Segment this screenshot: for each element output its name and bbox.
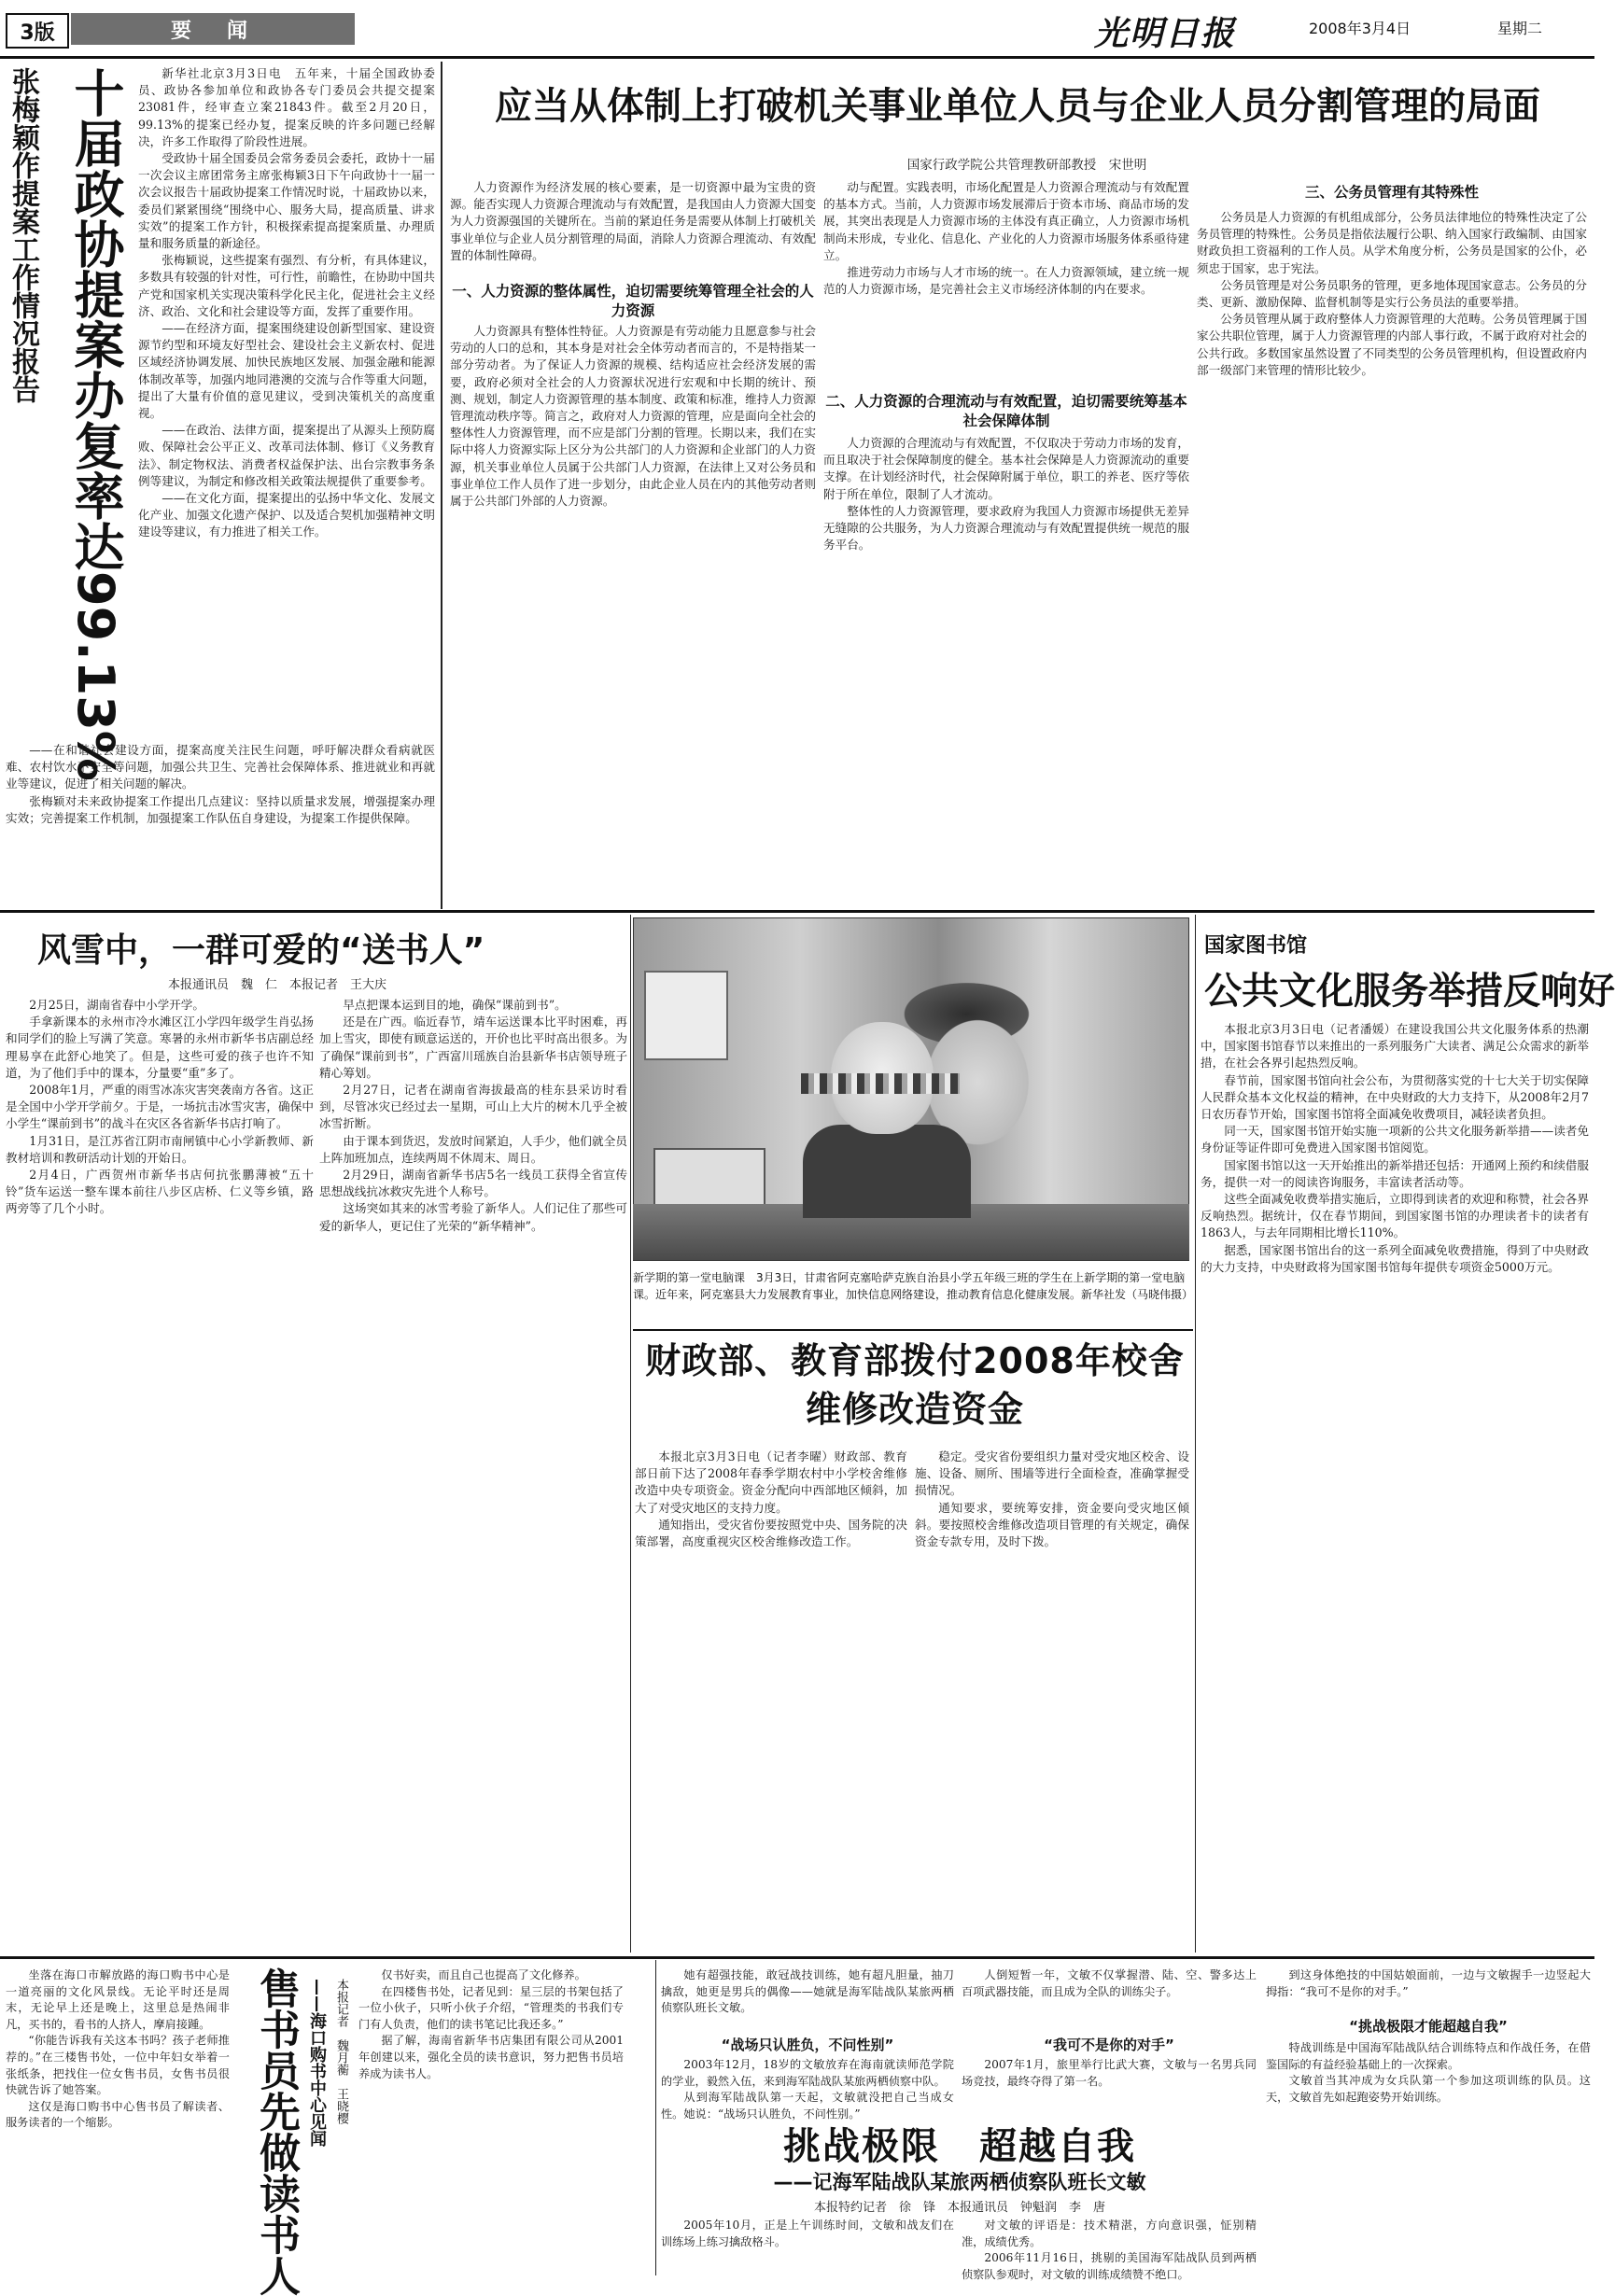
paragraph: “你能告诉我有关这本书吗？孩子老师推荐的。”在三楼售书处，一位中年妇女举着一张纸条，把找住一位女售书员，女售书员很快就告诉了她答案。	[6, 2034, 230, 2097]
funding-col1	[635, 1449, 907, 1945]
books-col1	[6, 997, 314, 1945]
paragraph: 特战训练是中国海军陆战队结合训练特点和作战任务，在借鉴国际的有益经验基础上的一次探索。	[1266, 2041, 1591, 2071]
navy-headline: 挑战极限 超越自我	[783, 2125, 1136, 2168]
paragraph: 春节前，国家图书馆向社会公布，为贯彻落实党的十七大关于切实保障人民群众基本文化权益的精神，在中央财政的大力支持下，从2008年2月7日农历春节开始，国家图书馆将全面减免收费项目，减轻读者负担。	[1201, 1072, 1589, 1122]
paragraph: 通知指出，受灾省份要按照党中央、国务院的决策部署，高度重视灾区校舍维修改造工作。	[635, 1517, 907, 1549]
paragraph: 人倒短暂一年，文敏不仅掌握潜、陆、空、警多达上百项武器技能，而且成为全队的训练尖子。	[962, 1968, 1257, 1998]
paragraph: 新华社北京3月3日电 五年来，十届全国政协委员、政协各参加单位和政协各专门委员会共提交提案23081件，经审查立案21843件。截至2月20日，99.13%的提案已经办复，提案反映的许多问题已经解决，许多工作取得了阶段性进展。	[138, 66, 435, 148]
bookseller-byline: 本报记者 魏月蘅 王晓樱	[334, 1979, 348, 2124]
navy-quote-1: “战场只认胜负，不问性别”	[721, 2037, 894, 2053]
cppcc-body-col1	[138, 65, 435, 737]
paragraph: 公务员管理从属于政府整体人力资源管理的大范畴。公务员管理属于国家公共职位管理，属于人力资源管理的内部人事行政，不属于政府对社会的公共行政。多数国家虽然设置了不同类型的公务员管理机构，但设置政府内部一级部门来管理的情形比较少。	[1197, 312, 1587, 377]
books-col2	[319, 997, 627, 1945]
paragraph: 张梅颖说，这些提案有强烈、有分析，有具体建议，多数具有较强的针对性，可行性，前瞻性，在协助中国共产党和国家机关实现决策科学化民主化，促进社会主义经济、政治、文化和社会建设等方面，发挥了重要作用。	[138, 253, 435, 318]
paragraph: 2007年1月，旅里举行比武大赛，文敏与一名男兵同场竞技，最终夺得了第一名。	[962, 2058, 1257, 2088]
photo-caption: 新学期的第一堂电脑课 3月3日，甘肃省阿克塞哈萨克族自治县小学五年级三班的学生在上新学期的第一堂电脑课。近年来，阿克塞县大力发展教育事业，加快信息网络建设，推动教育信息化健康发展。新华社发（马晓伟摄）	[633, 1271, 1194, 1301]
paragraph: 同一天，国家图书馆开始实施一项新的公共文化服务新举措——读者免身份证等证件即可免费进入国家图书馆阅览。	[1201, 1124, 1589, 1155]
paragraph: 人力资源具有整体性特征。人力资源是有劳动能力且愿意参与社会劳动的人口的总和，其本身是对社会全体劳动者而言的，不是特指某一部分劳动者。为了保证人力资源的规模、结构适应社会经济发展的需要，政府必须对全社会的人力资源状况进行宏观和中长期的统计、预测、规划，制定人力资源管理的基本制度、政策和标准，维持人力资源管理流动秩序等。简言之，政府对人力资源的管理，应是面向全社会的整体性人力资源管理，而不应是部门分割的管理。长期以来，我们在实际中将人力资源实际上区分为公共部门的人力资源和企业部门的人力资源，机关事业单位人员属于公共部门人力资源，在法律上又对公务员和事业单位工作人员作了进一步划分，由此企业人员在内的其他劳动者则属于公共部门外部的人力资源。	[450, 324, 816, 509]
navy-col3	[1266, 1967, 1591, 2010]
masthead-rule	[0, 56, 1594, 59]
column-rule	[1195, 915, 1196, 1953]
paragraph: 这仅是海口购书中心售书员了解读者、服务读者的一个缩影。	[6, 2099, 230, 2130]
paragraph: ——在经济方面，提案围绕建设创新型国家、建设资源节约型和环境友好型社会、建设社会主义新农村、促进区域经济协调发展、加快民族地区发展、加强金融和能源体制改革等，加强内地同港澳的交流与合作等重大问题，提出了大量有价值的意见建议，受到决策机关的高度重视。	[138, 321, 435, 421]
navy-quote-2: “我可不是你的对手”	[1044, 2037, 1174, 2053]
column-rule	[655, 1960, 656, 2275]
paragraph: 这场突如其来的冰雪考验了新华人。人们记住了那些可爱的新华人，更记住了光荣的“新华精神”。	[319, 1201, 627, 1233]
library-kicker: 国家图书馆	[1204, 934, 1308, 958]
paragraph: 2005年10月，正是上午训练时间，文敏和战友们在训练场上练习擒敌格斗。	[661, 2219, 954, 2248]
navy-subhead: ——记海军陆战队某旅两栖侦察队班长文敏	[773, 2171, 1146, 2193]
paragraph: ——在政治、法律方面，提案提出了从源头上预防腐败、保障社会公平正义、改革司法体制、修订《义务教育法》、制定物权法、消费者权益保护法、出台宗教事务条例等建议，为制定和修改相关政策法规提供了重要参考。	[138, 423, 435, 488]
paragraph: 2003年12月，18岁的文敏放弃在海南就读师范学院的学业，毅然入伍，来到海军陆战队某旅两栖侦察中队。	[661, 2058, 954, 2088]
navy-col2b	[962, 2057, 1257, 2113]
personnel-subhead-2: 二、人力资源的合理流动与有效配置，迫切需要统筹基本社会保障体制	[825, 393, 1187, 429]
paragraph: 受政协十届全国委员会常务委员会委托，政协十一届一次会议主席团常务主席张梅颖3日下午向政协十一届一次会议报告十届政协提案工作情况时说，十届政协以来，委员们紧紧围绕“围绕中心、服务大局，提高质量、讲求实效”的提案工作方针，积极探索提高提案质量、办理质量和服务质量的新途径。	[138, 151, 435, 251]
cppcc-headline: 十届政协提案办复率达99.13%	[66, 67, 125, 781]
personnel-col1	[450, 179, 816, 282]
paragraph: 在四楼售书处，记者见到：星三层的书架包括了一位小伙子，只听小伙子介绍，“管理类的书我们专门有人负责，他们的读书笔记比我还多。”	[358, 1984, 624, 2031]
personnel-col1b	[450, 323, 816, 903]
paragraph: 公务员是人力资源的有机组成部分，公务员法律地位的特殊性决定了公务员管理的特殊性。公务员是指依法履行公职、纳入国家行政编制、由国家财政负担工资福利的工作人员。从学术角度分析，公务员是国家的公仆，必须忠于国家，忠于宪法。	[1197, 210, 1587, 275]
cppcc-subhead: 张梅颖作提案工作情况报告	[7, 67, 39, 403]
newspaper-logo: 光明日报	[1094, 14, 1237, 53]
paragraph: 2008年1月，严重的雨雪冰冻灾害突袭南方各省。这正是全国中小学开学前夕。于是，一场抗击冰雪灾害，确保中小学生“课前到书”的战斗在灾区各省新华书店打响了。	[6, 1083, 314, 1131]
funding-col2	[915, 1449, 1189, 1945]
cppcc-body-col2	[6, 742, 435, 906]
personnel-col2b	[823, 435, 1189, 903]
navy-col1c	[661, 2218, 954, 2275]
paragraph: 人力资源作为经济发展的核心要素，是一切资源中最为宝贵的资源。能否实现人力资源合理流动与有效配置，是我国由人力资源大国变为人力资源强国的关键所在。当前的紧迫任务是需要从体制上打破机关事业单位与企业人员分割管理的局面，消除人力资源合理流动、有效配置的体制性障碍。	[450, 180, 816, 262]
paragraph: 1月31日，是江苏省江阴市南闸镇中心小学新教师、新教材培训和教研活动计划的开始日。	[6, 1133, 314, 1165]
navy-col3b	[1266, 2040, 1591, 2275]
personnel-subhead-1: 一、人力资源的整体属性，迫切需要统筹管理全社会的人力资源	[452, 283, 814, 319]
issue-weekday: 星期二	[1497, 20, 1543, 37]
personnel-subhead-3: 三、公务员管理有其特殊性	[1304, 184, 1479, 201]
personnel-col2	[823, 179, 1189, 390]
books-byline: 本报通讯员 魏 仁 本报记者 王大庆	[168, 978, 387, 992]
photo-monitor	[644, 971, 728, 1060]
paragraph: 2006年11月16日，挑剔的美国海军陆战队员到两栖侦察队参观时，对文敏的训练成绩赞不绝口。	[962, 2251, 1257, 2281]
paragraph: 本报北京3月3日电（记者潘媛）在建设我国公共文化服务体系的热潮中，国家图书馆春节以来推出的一系列服务广大读者、满足公众需求的新举措，在社会各界引起热烈反响。	[1201, 1022, 1589, 1071]
paragraph: 坐落在海口市解放路的海口购书中心是一道亮丽的文化风景线。无论平时还是周末，无论早上还是晚上，这里总是热闹非凡，买书的，看书的人挤人，摩肩接踵。	[6, 1968, 230, 2031]
issue-date: 2008年3月4日	[1309, 20, 1411, 37]
photo-hat	[801, 1073, 960, 1094]
library-body	[1201, 1021, 1589, 1861]
paragraph: 人力资源的合理流动与有效配置，不仅取决于劳动力市场的发育，而且取决于社会保障制度的健全。基本社会保障是人力资源流动的重要支撑。在计划经济时代，社会保障附属于单位，职工的养老、医疗等依附于所在单位，限制了人才流动。	[823, 436, 1189, 501]
paragraph: 仅书好卖，而且自己也提高了文化修养。	[381, 1968, 586, 1981]
navy-intro	[661, 1967, 954, 2031]
library-headline: 公共文化服务举措反响好	[1204, 970, 1615, 1013]
photo-child	[803, 1125, 971, 1218]
section-rule	[0, 910, 1594, 913]
bookseller-col2	[358, 1967, 624, 2275]
paragraph: 到这身体绝技的中国姑娘面前，一边与文敏握手一边竖起大拇指：“我可不是你的对手。”	[1266, 1968, 1591, 1998]
paragraph: 据悉，国家图书馆出台的这一系列全面减免收费措施，得到了中央财政的大力支持，中央财政将为国家图书馆每年提供专项资金5000万元。	[1201, 1242, 1589, 1274]
paragraph: 还是在广西。临近春节，靖车运送课本比平时困难，再加上雪灾，即使有顾意运送的，开价也比平时高出很多。为了确保“课前到书”，广西富川瑶族自治县新华书店领导班子精心筹划。	[319, 1015, 627, 1080]
paragraph: ——在和谐社会建设方面，提案高度关注民生问题，呼吁解决群众看病就医难、农村饮水不安全等问题，加强公共卫生、完善社会保障体系、推进就业和再就业等建议，促进了相关问题的解决。	[6, 743, 435, 791]
paragraph: 早点把课本运到目的地，确保“课前到书”。	[343, 998, 567, 1012]
paragraph: 2月4日，广西贺州市新华书店何抗张鹏薄被“五十铃”货车运送一整车课本前往八步区店桥、仁义等乡镇，路两旁等了几个小时。	[6, 1168, 314, 1216]
paragraph: 通知要求，要统筹安排，资金要向受灾地区倾斜。要按照校舍维修改造项目管理的有关规定，确保资金专款专用，及时下拨。	[915, 1500, 1189, 1549]
paragraph: 这些全面减免收费举措实施后，立即得到读者的欢迎和称赞，社会各界反响热烈。据统计，仅在春节期间，到国家图书馆的办理读者卡的读者有1863人，与去年同期相比增长110%。	[1201, 1192, 1589, 1240]
personnel-author: 国家行政学院公共管理教研部教授 宋世明	[906, 158, 1147, 173]
paragraph: 对文敏的评语是：技术精湛，方向意识强，怔别精准，成绩优秀。	[962, 2219, 1257, 2248]
paragraph: 整体性的人力资源管理，要求政府为我国人力资源市场提供无差异无缝隙的公共服务，为人力资源合理流动与有效配置提供统一规范的服务平台。	[823, 503, 1189, 553]
bookseller-headline: 售书员先做读书人	[252, 1967, 300, 2296]
personnel-col3	[1197, 209, 1587, 903]
paragraph: 手拿新课本的永州市冷水滩区江小学四年级学生肖弘扬和同学们的脸上写满了笑意。寒暑的永州市新华书店副总经理易享在此舒心地笑了。但是，这些可爱的孩子也许不知道，为了他们手中的课本，分量要“重”多了。	[6, 1015, 314, 1080]
paragraph: 国家图书馆以这一天开始推出的新举措还包括：开通网上预约和续借服务，提供一对一的阅读咨询服务，丰富读者活动等。	[1201, 1157, 1589, 1189]
section-rule	[633, 1329, 1193, 1331]
page-number: 3版	[6, 13, 69, 49]
paragraph: 张梅颖对未来政协提案工作提出几点建议：坚持以质量求发展，增强提案办理实效；完善提案工作机制，加强提案工作队伍自身建设，为提案工作提供保障。	[6, 793, 435, 825]
navy-quote-3: “挑战极限才能超越自我”	[1349, 2018, 1508, 2035]
navy-byline: 本报特约记者 徐 锋 本报通讯员 钟魁润 李 唐	[813, 2201, 1105, 2215]
navy-col2	[962, 1967, 1257, 2033]
books-headline: 风雪中，一群可爱的“送书人”	[37, 931, 485, 970]
navy-col2c	[962, 2218, 1257, 2281]
paragraph: 2月27日，记者在湖南省海拔最高的桂东县采访时看到，尽管冰灾已经过去一星期，可山上大片的树木几乎全被冰雪折断。	[319, 1083, 627, 1131]
masthead	[0, 0, 1594, 60]
paragraph: 推进劳动力市场与人才市场的统一。在人力资源领域，建立统一规范的人力资源市场，是完善社会主义市场经济体制的内在要求。	[823, 265, 1189, 297]
bookseller-col1	[6, 1967, 230, 2275]
section-rule	[0, 1956, 1594, 1959]
section-name: 要 闻	[71, 13, 355, 45]
paragraph: 2月25日，湖南省春中小学开学。	[29, 998, 204, 1012]
paragraph: 2月29日，湖南省新华书店5名一线员工获得全省宣传思想战线抗冰救灾先进个人称号。	[319, 1168, 627, 1199]
personnel-headline: 应当从体制上打破机关事业单位人员与企业人员分割管理的局面	[495, 85, 1540, 128]
paragraph: 由于课本到货迟，发放时间紧迫，人手少，他们就全员上阵加班加点，连续两周不休周末、周日。	[319, 1133, 627, 1165]
paragraph: 她有超强技能，敢冠战技训练，她有超凡胆量，抽刀擒敌，她更是男兵的偶像——她就是海军陆战队某旅两栖侦察队班长文敏。	[661, 1968, 954, 2015]
paragraph: 动与配置。实践表明，市场化配置是人力资源合理流动与有效配置的基本方式。当前，人力资源市场发展滞后于资本市场、商品市场的发展，其突出表现是人力资源市场的主体没有真正确立，人力资源市场机制尚未形成，专业化、信息化、产业化的人力资源市场服务体系亟待建立。	[823, 180, 1189, 262]
funding-headline: 财政部、教育部拨付2008年校舍维修改造资金	[645, 1340, 1185, 1430]
bookseller-subhead: ——海口购书中心见闻	[307, 1979, 327, 2147]
paragraph: 文敏首当其冲成为女兵队第一个参加这项训练的队员。这天，文敏首先如起跑姿势开始训练。	[1266, 2074, 1591, 2104]
paragraph: 稳定。受灾省份要组织力量对受灾地区校舍、设施、设备、厕所、围墙等进行全面检查，准确掌握受损情况。	[915, 1449, 1189, 1498]
paragraph: 从到海军陆战队第一天起，文敏就没把自己当成女性。她说：“战场只认胜负，不问性别。”	[661, 2091, 954, 2121]
column-rule	[630, 915, 631, 1953]
column-rule	[441, 62, 442, 909]
paragraph: 本报北京3月3日电（记者李曜）财政部、教育部日前下达了2008年春季学期农村中小学校舍维修改造中央专项资金。资金分配向中西部地区倾斜，加大了对受灾地区的支持力度。	[635, 1449, 907, 1515]
navy-col1	[661, 2057, 954, 2121]
paragraph: ——在文化方面，提案提出的弘扬中华文化、发展文化产业、加强文化遗产保护、以及适合契机加强精神文明建设等建议，有力推进了相关工作。	[138, 491, 435, 539]
paragraph: 公务员管理是对公务员职务的管理，更多地体现国家意志。公务员的分类、更新、激励保障、监督机制等是实行公务员法的重要举措。	[1197, 277, 1587, 310]
paragraph: 据了解，海南省新华书店集团有限公司从2001年创建以来，强化全员的读书意识，努力把售书员培养成为读书人。	[358, 2034, 624, 2080]
